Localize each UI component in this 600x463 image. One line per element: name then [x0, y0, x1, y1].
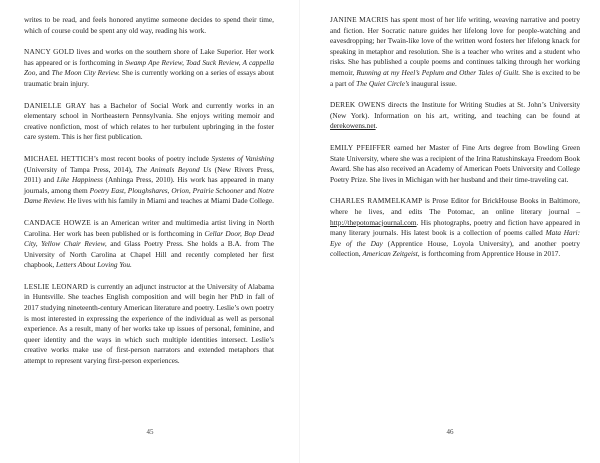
publication-title: The Animals Beyond Us: [136, 164, 212, 174]
contributor-name: JANINE MACRIS: [330, 15, 389, 24]
bio-text: (Apprentice House, Loyola University), and another poetry collection,: [330, 238, 580, 259]
bio-text: inaugural issue.: [409, 78, 457, 88]
bio-text: and: [37, 68, 52, 78]
publication-title: Letters About Loving You.: [56, 260, 132, 270]
contributor-name: LESLIE LEONARD: [24, 281, 89, 291]
bio-text: lives and works on the southern shore of Lake Superior. Her work has appeared or is forthcoming in: [24, 47, 274, 67]
publication-title: Like Happiness: [56, 175, 103, 185]
contributor-name: NANCY GOLD: [24, 47, 75, 57]
bio-text: .: [375, 121, 378, 131]
bio-paragraph: [330, 15, 580, 89]
bio-text: . His photographs, poetry and fiction have appeared in many literary journals. His latest book is a collection of poems called: [330, 217, 580, 238]
publication-title: Running at my Heel’s Peplum and Other Tales of Guilt.: [356, 67, 521, 77]
bio-text: and Glass Poetry Press. She holds a B.A. from The University of North Carolina at Chapel Hill and recently completed her first chapbook,: [24, 239, 274, 270]
bio-text: She is currently working on a series of essays about traumatic brain injury.: [24, 68, 274, 88]
right-page-text: [330, 15, 580, 271]
web-link[interactable]: http://thepotomacjournal.com: [330, 217, 417, 227]
bio-paragraph: [24, 282, 274, 367]
bio-text: (University of Tampa Press, 2014),: [24, 164, 137, 174]
bio-text: (New Rivers Press, 2011) and: [24, 164, 274, 185]
publication-title: The Quiet Circle’s: [356, 78, 410, 88]
contributor-name: MICHAEL HETTICH: [24, 153, 94, 163]
bio-text: writes to be read, and feels honored anytime someone decides to spend their time, which of course could be spent any old way, reading his work.: [24, 15, 274, 35]
publication-title: Systems of Vanishing: [211, 153, 275, 163]
contributor-name: CANDACE HOWZE: [24, 217, 91, 227]
bio-paragraph: [24, 47, 274, 89]
bio-paragraph: [24, 101, 274, 143]
contributor-name: DANIELLE GRAY: [24, 100, 87, 110]
bio-text: is currently an adjunct instructor at the University of Alabama in Huntsville. She teaches English composition and will begin her PhD in fall of 2017 studying nineteenth-century American literature and poetry. Leslie’s own poetry is most interested in expressing the experience of the individual as well as personal experience. As a result, many of her works take up issues of personal, feminine, and queer identity and the ways in which such multiple identities intersect. Leslie’s creative works make use of first-person narrators and extended metaphors that attempt to represent varying first-person experiences.: [24, 281, 274, 366]
page-number-right: 46: [446, 428, 454, 436]
bio-paragraph: [24, 218, 274, 271]
bio-text: directs the Institute for Writing Studies at St. John’s University (New York). Information on his art, writing, and teaching can be found at: [330, 100, 581, 120]
bio-text: (Anhinga Press, 2010). His work has appeared in many journals, among them: [24, 175, 274, 195]
bio-text: is forthcoming from Apprentice House in 2017.: [419, 249, 561, 259]
contributor-name: CHARLES RAMMELKAMP: [330, 196, 423, 206]
bio-paragraph: [24, 15, 274, 36]
contributor-name: DEREK OWENS: [330, 100, 386, 110]
bio-text: She is excited to be a part of: [330, 67, 580, 88]
bio-text: is an American writer and multimedia artist living in North Carolina. Her work has been published or is forthcoming in: [24, 217, 274, 238]
right-page: [300, 0, 600, 463]
publication-title: Poetry East, Ploughshares, Orion, Prairie Schooner: [89, 185, 244, 195]
publication-title: Swamp Ape Review, Toad Suck Review, A cappella Zoo,: [24, 57, 274, 78]
publication-title: Cellar Door, Bop Dead City, Yellow Chair Review,: [24, 228, 274, 249]
bio-paragraph: [330, 100, 580, 132]
bio-text: has a Bachelor of Social Work and currently works in an elementary school in Northeastern Pennsylvania. She enjoys writing memoir and creative nonfiction, most of which relates to her turbulent upbringing in the foster care system. This is her first publication.: [24, 100, 274, 142]
bio-paragraph: [24, 154, 274, 207]
bio-text: has spent most of her life writing, weaving narrative and poetry and fiction. Her Socratic nature guides her lifelong love for people-watching and eavesdropping; her Twain-like love of the written word fosters her lifelong knack for speaking in metaphor and resolution. She is a teacher who writes and a student who risks. She has published a couple poems and continues talking through her working memoir,: [330, 15, 580, 77]
left-page-text: [24, 15, 274, 378]
publication-title: Notre Dame Review.: [24, 185, 275, 206]
page-number-left: 45: [146, 428, 154, 436]
bio-text: ’s most recent books of poetry include: [93, 153, 212, 163]
publication-title: Mata Hari: Eye of the Day: [330, 228, 580, 248]
bio-text: is Prose Editor for BrickHouse Books in Baltimore, where he lives, and edits The Potomac, an online literary journal –: [330, 196, 580, 216]
bio-text: He lives with his family in Miami and teaches at Miami Dade College.: [65, 196, 274, 206]
web-link[interactable]: derekowens.net: [330, 121, 376, 131]
publication-title: American Zeitgeist,: [362, 249, 420, 259]
bio-text: and: [243, 185, 258, 195]
publication-title: The Moon City Review.: [51, 68, 120, 78]
contributor-name: EMILY PFEIFFER: [330, 142, 391, 152]
bio-paragraph: [330, 143, 580, 185]
bio-text: earned her Master of Fine Arts degree from Bowling Green State University, where she was a recipient of the Irina Ratushinskaya Freedom Book Award. She has also received an Academy of American Poets University and College Poetry Prize. She lives in Michigan with her husband and their time-traveling cat.: [330, 142, 580, 184]
bio-paragraph: [330, 196, 580, 260]
